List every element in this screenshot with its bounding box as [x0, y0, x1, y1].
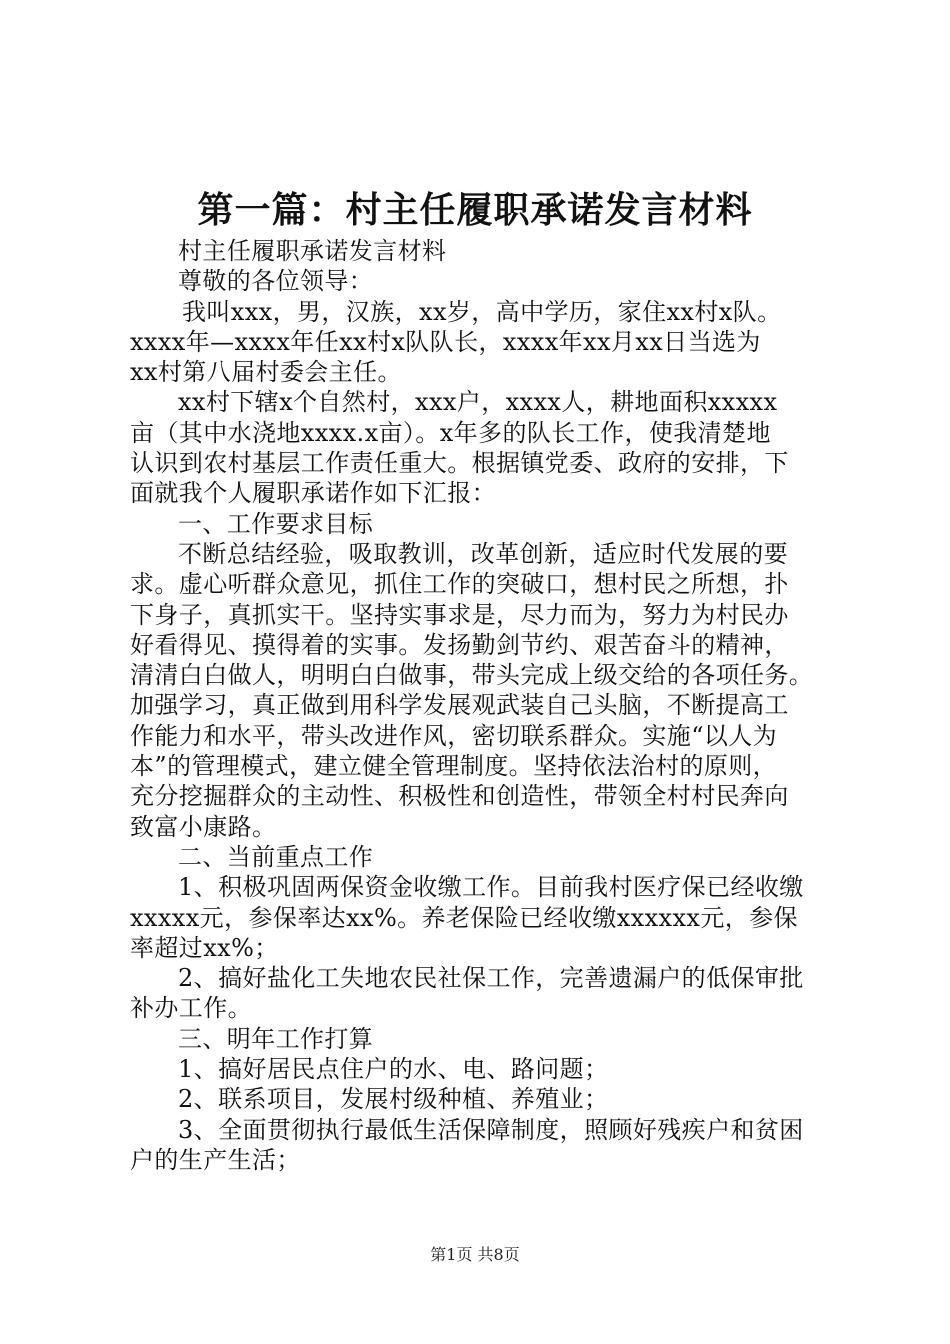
- paragraph-line: 亩（其中水浇地xxxx.x亩）。x年多的队长工作，使我清楚地: [130, 418, 771, 447]
- paragraph-line: xx村下辖x个自然村，xxx户，xxxx人，耕地面积xxxxx: [178, 388, 778, 417]
- paragraph-line: 面就我个人履职承诺作如下汇报：: [130, 479, 496, 508]
- section-heading: 二、当前重点工作: [178, 842, 374, 871]
- paragraph-line: xxxx年—xxxx年任xx村x队队长，xxxx年xx月xx日当选为: [130, 327, 761, 356]
- paragraph-line: 清清白白做人，明明白白做事，带头完成上级交给的各项任务。: [130, 661, 814, 690]
- paragraph-line: 不断总结经验，吸取教训，改革创新，适应时代发展的要: [178, 539, 788, 568]
- paragraph-line: 2、搞好盐化工失地农民社保工作，完善遗漏户的低保审批: [178, 964, 804, 993]
- paragraph-line: xx村第八届村委会主任。: [130, 358, 402, 387]
- document-body: [130, 236, 835, 1175]
- section-heading: 三、明年工作打算: [178, 1024, 374, 1053]
- paragraph-line: 作能力和水平，带头改进作风，密切联系群众。实施“以人为: [130, 721, 778, 750]
- paragraph-line: 尊敬的各位领导：: [178, 267, 374, 296]
- paragraph-line: 率超过xx%；: [130, 933, 279, 962]
- paragraph-line: 好看得见、摸得着的实事。发扬勤剑节约、艰苦奋斗的精神，: [130, 630, 789, 659]
- paragraph-line: 3、全面贯彻执行最低生活保障制度，照顾好残疾户和贫困: [178, 1115, 804, 1144]
- paragraph-line: 2、联系项目，发展村级种植、养殖业；: [178, 1085, 609, 1114]
- paragraph-line: 认识到农村基层工作责任重大。根据镇党委、政府的安排，下: [130, 449, 789, 478]
- paragraph-line: xxxxx元，参保率达xx%。养老保险已经收缴xxxxxx元，参保: [130, 903, 798, 932]
- paragraph-line: 户的生产生活；: [130, 1145, 301, 1174]
- paragraph-line: 本”的管理模式，建立健全管理制度。坚持依法治村的原则，: [130, 752, 778, 781]
- paragraph-line: 1、搞好居民点住户的水、电、路问题；: [178, 1055, 609, 1084]
- paragraph-line: 充分挖掘群众的主动性、积极性和创造性，带领全村村民奔向: [130, 782, 789, 811]
- paragraph-line: 1、积极巩固两保资金收缴工作。目前我村医疗保已经收缴: [178, 873, 804, 902]
- paragraph-line: 我叫xxx，男，汉族，xx岁，高中学历，家住xx村x队。: [182, 297, 782, 326]
- paragraph-line: 致富小康路。: [130, 812, 277, 841]
- paragraph-line: 求。虚心听群众意见，抓住工作的突破口，想村民之所想，扑: [130, 570, 789, 599]
- paragraph-line: 村主任履职承诺发言材料: [178, 237, 447, 265]
- paragraph-line: 加强学习，真正做到用科学发展观武装自己头脑，不断提高工: [130, 691, 789, 720]
- section-heading: 一、工作要求目标: [178, 509, 374, 538]
- document-title: 第一篇：村主任履职承诺发言材料: [197, 189, 753, 231]
- page-footer: 第1页 共8页: [430, 1245, 520, 1264]
- paragraph-line: 补办工作。: [130, 994, 252, 1023]
- paragraph-line: 下身子，真抓实干。坚持实事求是，尽力而为，努力为村民办: [130, 600, 789, 629]
